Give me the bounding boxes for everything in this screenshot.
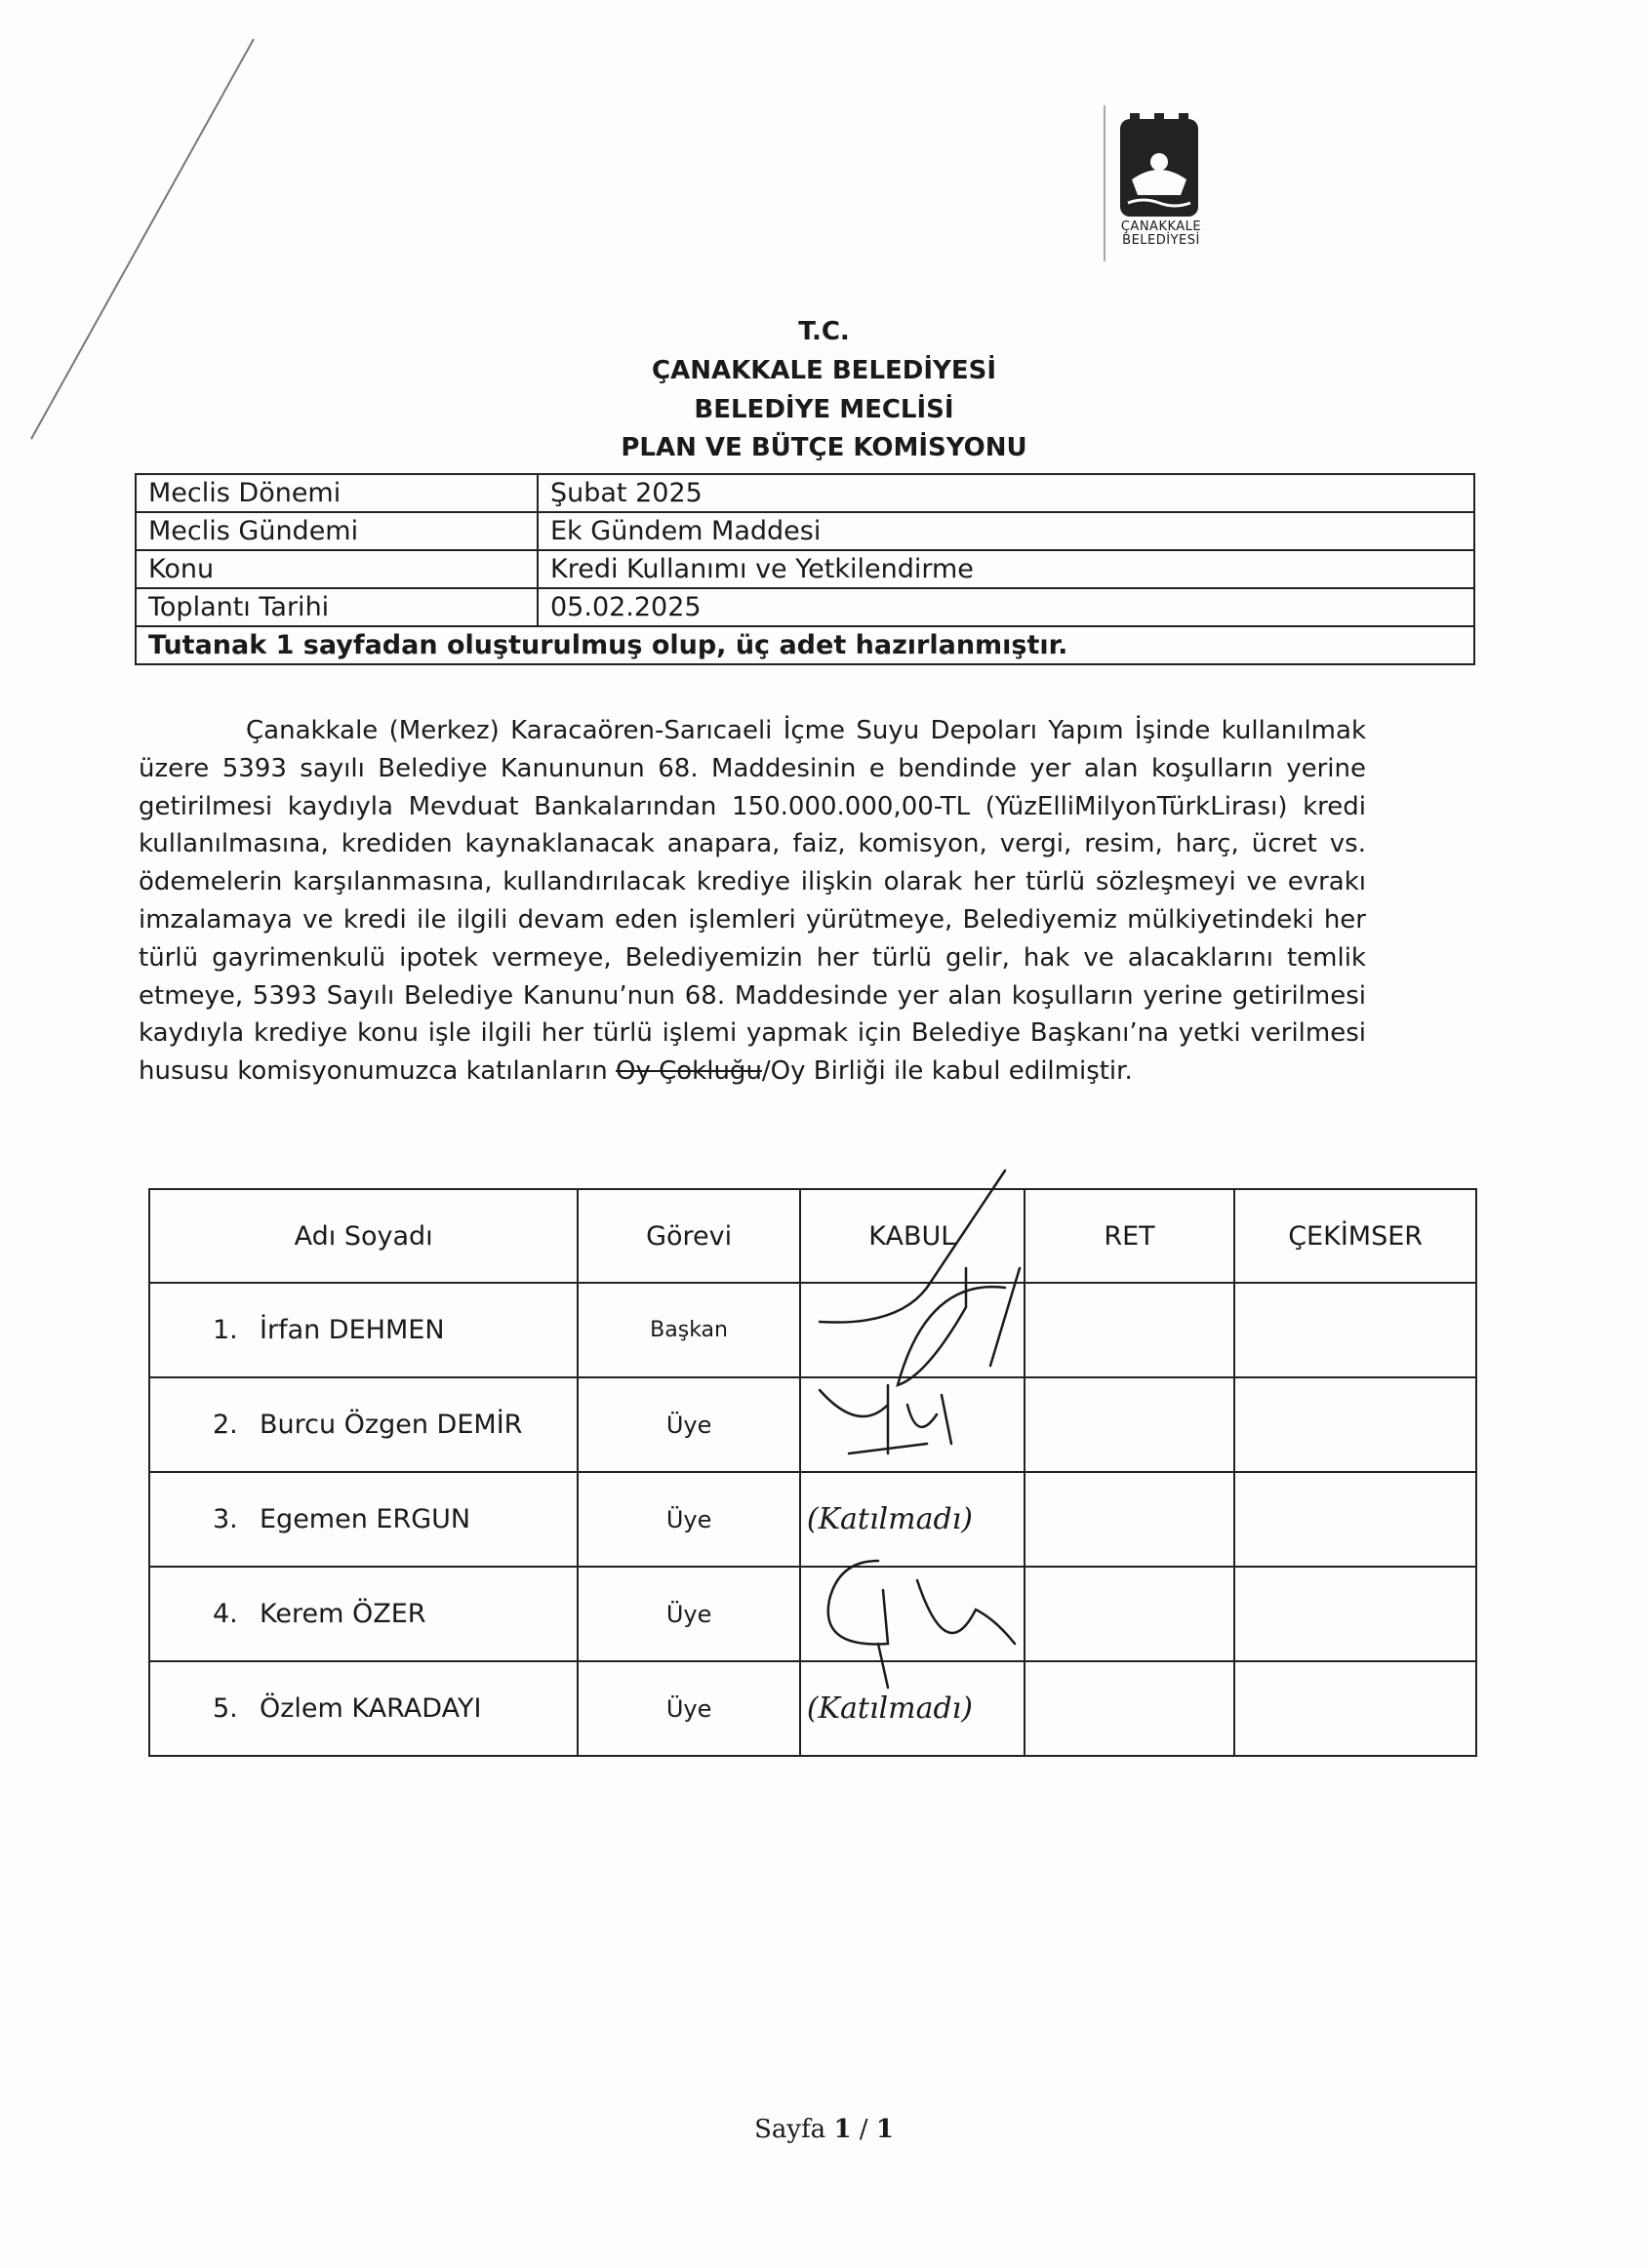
reject-cell [1025,1567,1235,1661]
header-abstain: ÇEKİMSER [1234,1189,1476,1283]
logo-caption-line2: BELEDİYESİ [1122,233,1200,248]
info-label: Meclis Gündemi [136,512,538,550]
vote-table [148,1188,1477,1757]
page-current: 1 [833,2115,852,2144]
accept-cell [800,1661,1025,1756]
member-role: Başkan [578,1283,800,1377]
info-value: 05.02.2025 [538,588,1474,626]
info-label: Toplantı Tarihi [136,588,538,626]
table-row [149,1283,1476,1377]
abstain-cell [1234,1661,1476,1756]
page-label: Sayfa [754,2115,834,2144]
member-number: 2. [213,1410,238,1440]
table-row [149,1472,1476,1567]
vote-header-row [149,1189,1476,1283]
heading-tc: T.C. [798,317,850,346]
decision-text: Çanakkale (Merkez) Karacaören-Sarıcaeli İçme Suyu Depoları Yapım İşinde kullanılmak üzere 5393 sayılı Belediye Kanununun 68. Maddesinin e bendinde yer alan koşulların yerine getirilmesi kaydıyla Mevduat Bankalarından 150.000.000,00-TL (YüzElliMilyonTürkLirası) kredi kullanılmasına, krediden kaynaklanacak anapara, faiz, komisyon, vergi, resim, harç, ücret vs. ödemelerin karşılanmasına, kullandırılacak krediye ilişkin olarak her türlü sözleşmeyi ve evrakı imzalamaya ve kredi ile ilgili devam eden işlemleri yürütmeye, Belediyemiz mülkiyetindeki her türlü gayrimenkulü ipotek vermeye, Belediyemizin her türlü gelir, hak ve alacaklarını temlik etmeye, 5393 Sayılı Belediye Kanunu’nun 68. Maddesinde yer alan koşulların yerine getirilmesi kaydıyla krediye konu işle ilgili her türlü işlemi yapmak için Belediye Başkanı’na yetki verilmesi hususu komisyonumuzca katılanların [139,716,1366,1087]
table-row [149,1661,1476,1756]
member-number: 1. [213,1315,238,1345]
reject-cell [1025,1377,1235,1472]
decision-text-end: /Oy Birliği ile kabul edilmiştir. [761,1056,1133,1087]
member-name: İrfan DEHMEN [260,1315,445,1345]
member-number: 5. [213,1693,238,1724]
header-name: Adı Soyadı [149,1189,578,1283]
info-label: Meclis Dönemi [136,474,538,512]
reject-cell [1025,1283,1235,1377]
page-separator: / [851,2115,876,2144]
meeting-info-table [135,473,1475,665]
accept-cell [800,1472,1025,1567]
logo-caption-line1: ÇANAKKALE [1120,219,1202,234]
member-role: Üye [578,1661,800,1756]
absent-handwriting: (Katılmadı) [806,1691,973,1726]
member-role: Üye [578,1377,800,1472]
header-role: Görevi [578,1189,800,1283]
accept-cell [800,1377,1025,1472]
member-name: Özlem KARADAYI [260,1693,482,1724]
struck-text: Oy Çokluğu [616,1056,762,1087]
header-reject: RET [1025,1189,1235,1283]
abstain-cell [1234,1377,1476,1472]
member-number: 3. [213,1504,238,1534]
info-row-date [136,588,1474,626]
accept-cell [800,1567,1025,1661]
reject-cell [1025,1472,1235,1567]
info-label: Konu [136,550,538,588]
member-role: Üye [578,1472,800,1567]
info-row-note [136,626,1474,664]
member-name-cell [149,1567,578,1661]
info-row-period [136,474,1474,512]
member-name-cell [149,1377,578,1472]
abstain-cell [1234,1567,1476,1661]
table-row [149,1567,1476,1661]
page-footer [0,2115,1648,2144]
reject-cell [1025,1661,1235,1756]
absent-handwriting: (Katılmadı) [806,1502,973,1536]
heading-council: BELEDİYE MECLİSİ [694,395,954,424]
page-total: 1 [875,2115,894,2144]
member-number: 4. [213,1599,238,1629]
member-name: Kerem ÖZER [260,1599,426,1629]
member-name-cell [149,1472,578,1567]
table-row [149,1377,1476,1472]
member-name-cell [149,1283,578,1377]
info-note: Tutanak 1 sayfadan oluşturulmuş olup, üç adet hazırlanmıştır. [136,626,1474,664]
info-value: Kredi Kullanımı ve Yetkilendirme [538,550,1474,588]
abstain-cell [1234,1472,1476,1567]
scan-line-artifact [20,29,273,449]
abstain-cell [1234,1283,1476,1377]
member-name: Burcu Özgen DEMİR [260,1410,523,1440]
heading-commission: PLAN VE BÜTÇE KOMİSYONU [621,433,1027,462]
info-row-agenda [136,512,1474,550]
decision-paragraph [139,712,1366,1091]
info-value: Ek Gündem Maddesi [538,512,1474,550]
info-row-subject [136,550,1474,588]
heading-municipality: ÇANAKKALE BELEDİYESİ [651,356,997,385]
info-value: Şubat 2025 [538,474,1474,512]
logo-caption [1112,220,1210,248]
accept-cell [800,1283,1025,1377]
member-role: Üye [578,1567,800,1661]
member-name: Egemen ERGUN [260,1504,471,1534]
member-name-cell [149,1661,578,1756]
header-accept: KABUL [800,1189,1025,1283]
